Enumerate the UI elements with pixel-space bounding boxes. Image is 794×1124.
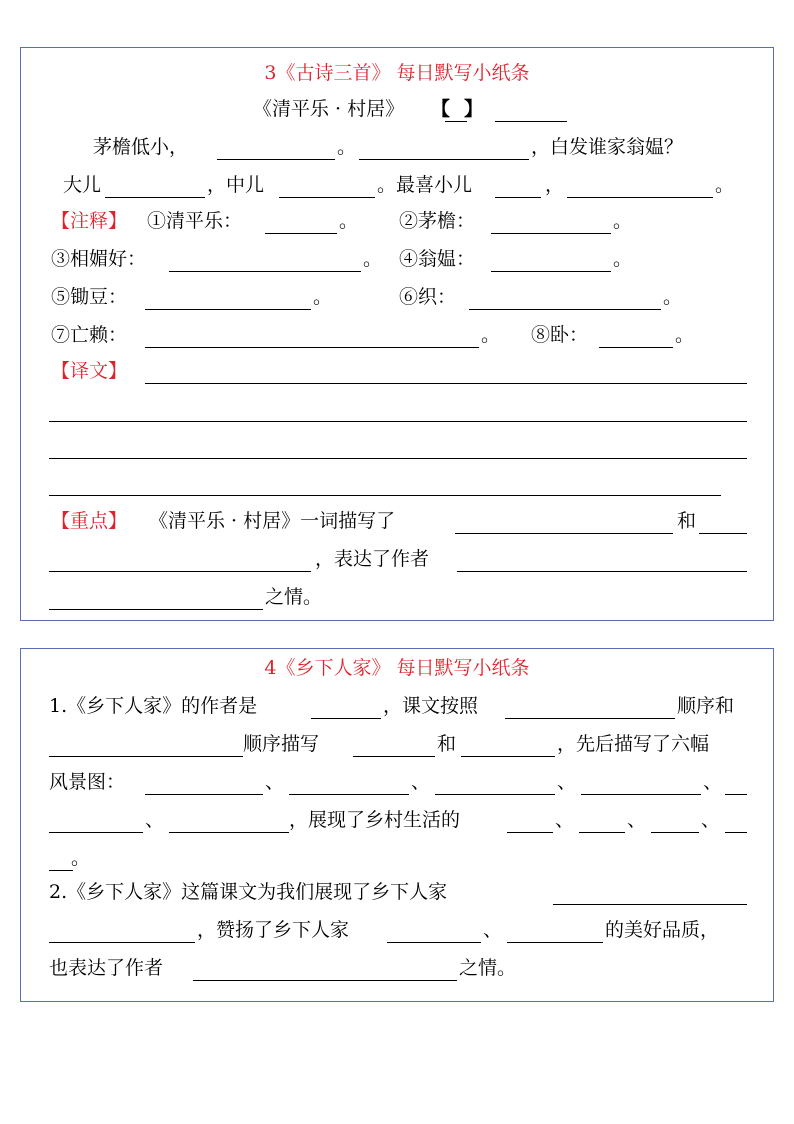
- poem-text: 。: [715, 174, 735, 196]
- question-text: 之情。: [459, 957, 517, 979]
- answer-blank[interactable]: [145, 794, 263, 795]
- question-text: 和: [437, 733, 457, 755]
- poem-title: 《清平乐 · 村居》: [253, 98, 405, 120]
- separator: 、: [701, 809, 721, 831]
- notes-row-3: [21, 282, 775, 312]
- note-term: ⑤锄豆：: [51, 286, 128, 308]
- note-blank[interactable]: [491, 233, 611, 234]
- key-blank[interactable]: [457, 571, 747, 572]
- question-text: 顺序描写: [243, 733, 320, 755]
- key-blank[interactable]: [49, 571, 311, 572]
- notes-row-2: [21, 244, 775, 274]
- separator: 、: [703, 771, 723, 793]
- question-text: ，展现了乡村生活的: [289, 809, 461, 831]
- answer-blank[interactable]: [169, 832, 289, 833]
- answer-blank[interactable]: [311, 718, 381, 719]
- translation-line[interactable]: [49, 458, 747, 459]
- notes-row-1: [21, 206, 775, 236]
- answer-blank[interactable]: [49, 870, 73, 871]
- bracket-open: 【: [431, 98, 451, 120]
- worksheet-card-poems: [20, 47, 774, 621]
- poem-line-2: [21, 170, 775, 200]
- poem-blank[interactable]: [279, 197, 375, 198]
- question-text: 也表达了作者: [49, 957, 164, 979]
- answer-blank[interactable]: [461, 756, 555, 757]
- note-blank[interactable]: [169, 271, 361, 272]
- note-term: ①清平乐：: [147, 210, 243, 232]
- translation-blank[interactable]: [145, 383, 747, 384]
- separator: 、: [557, 771, 577, 793]
- q1-row-3: [21, 767, 775, 797]
- poem-title-row: [21, 94, 775, 124]
- poem-blank[interactable]: [105, 197, 205, 198]
- answer-blank[interactable]: [581, 794, 701, 795]
- note-end: 。: [613, 210, 633, 232]
- note-term: ⑦亡赖：: [51, 324, 128, 346]
- separator: 、: [411, 771, 431, 793]
- answer-blank[interactable]: [387, 942, 481, 943]
- dynasty-blank[interactable]: [495, 121, 567, 122]
- notes-label: 【注释】: [51, 210, 128, 232]
- poem-blank[interactable]: [495, 197, 541, 198]
- question-text: 2.《乡下人家》这篇课文为我们展现了乡下人家: [49, 881, 448, 903]
- answer-blank[interactable]: [49, 832, 143, 833]
- q1-row-5: [21, 843, 775, 873]
- note-end: 。: [481, 324, 501, 346]
- q2-row-3: [21, 953, 775, 983]
- poem-text: ，白发谁家翁媪？: [531, 136, 684, 158]
- key-row-1: [21, 506, 775, 536]
- question-text: ，赞扬了乡下人家: [197, 919, 350, 941]
- key-text: 之情。: [265, 586, 323, 608]
- note-term: ②茅檐：: [399, 210, 476, 232]
- key-text: 和: [677, 510, 697, 532]
- question-text: 的美好品质，: [605, 919, 720, 941]
- answer-blank[interactable]: [49, 942, 195, 943]
- poem-text: ，: [545, 174, 565, 196]
- key-blank[interactable]: [455, 533, 673, 534]
- translation-line[interactable]: [49, 421, 747, 422]
- key-label: 【重点】: [51, 510, 128, 532]
- answer-blank[interactable]: [725, 794, 747, 795]
- answer-blank[interactable]: [553, 904, 747, 905]
- note-blank[interactable]: [265, 233, 337, 234]
- key-row-2: [21, 544, 775, 574]
- key-row-3: [21, 582, 775, 612]
- separator: 、: [555, 809, 575, 831]
- poem-blank[interactable]: [567, 197, 713, 198]
- key-text: 《清平乐 · 村居》一词描写了: [149, 510, 396, 532]
- answer-blank[interactable]: [725, 832, 747, 833]
- answer-blank[interactable]: [435, 794, 555, 795]
- worksheet-card-village: [20, 648, 774, 1002]
- note-blank[interactable]: [145, 347, 479, 348]
- question-text: 风景图：: [49, 771, 126, 793]
- answer-blank[interactable]: [651, 832, 699, 833]
- separator: 、: [145, 809, 165, 831]
- q1-row-2: [21, 729, 775, 759]
- translation-row: [21, 356, 775, 386]
- key-blank[interactable]: [699, 533, 747, 534]
- note-end: 。: [313, 286, 333, 308]
- poem-blank[interactable]: [359, 159, 529, 160]
- note-end: 。: [663, 286, 683, 308]
- note-term: ③相媚好：: [51, 248, 147, 270]
- answer-blank[interactable]: [193, 980, 457, 981]
- answer-blank[interactable]: [507, 942, 603, 943]
- question-text: 。: [71, 847, 91, 869]
- separator: 、: [265, 771, 285, 793]
- note-end: 。: [675, 324, 695, 346]
- answer-blank[interactable]: [289, 794, 409, 795]
- note-blank[interactable]: [469, 309, 661, 310]
- translation-label: 【译文】: [51, 360, 128, 382]
- note-blank[interactable]: [599, 347, 673, 348]
- note-end: 。: [339, 210, 359, 232]
- note-end: 。: [363, 248, 383, 270]
- q2-row-2: [21, 915, 775, 945]
- separator: 、: [627, 809, 647, 831]
- poem-text: 茅檐低小，: [93, 136, 189, 158]
- bracket-close: 】: [464, 98, 484, 120]
- key-blank[interactable]: [49, 609, 263, 610]
- question-text: ，课文按照: [383, 695, 479, 717]
- note-term: ⑧卧：: [531, 324, 589, 346]
- note-term: ④翁媪：: [399, 248, 476, 270]
- poem-line-1: [21, 132, 775, 162]
- note-blank[interactable]: [145, 309, 311, 310]
- note-term: ⑥织：: [399, 286, 457, 308]
- answer-blank[interactable]: [353, 756, 435, 757]
- note-blank[interactable]: [491, 271, 611, 272]
- poem-text: ，中儿: [207, 174, 265, 196]
- poem-text: 。: [337, 136, 357, 158]
- poem-text: 大儿: [63, 174, 102, 196]
- card-title: 3《古诗三首》 每日默写小纸条: [264, 62, 530, 84]
- question-text: ，先后描写了六幅: [557, 733, 710, 755]
- question-text: 顺序和: [677, 695, 735, 717]
- separator: 、: [483, 919, 503, 941]
- poem-text: 。最喜小儿: [377, 174, 473, 196]
- q1-row-1: [21, 691, 775, 721]
- card-title: 4《乡下人家》 每日默写小纸条: [264, 657, 530, 679]
- answer-blank[interactable]: [579, 832, 625, 833]
- note-end: 。: [613, 248, 633, 270]
- notes-row-4: [21, 320, 775, 350]
- answer-blank[interactable]: [507, 832, 553, 833]
- answer-blank[interactable]: [49, 756, 243, 757]
- question-text: 1.《乡下人家》的作者是: [49, 695, 258, 717]
- translation-line[interactable]: [49, 495, 721, 496]
- answer-blank[interactable]: [505, 718, 675, 719]
- key-text: ，表达了作者: [315, 548, 430, 570]
- q2-row-1: [21, 877, 775, 907]
- poem-blank[interactable]: [217, 159, 335, 160]
- q1-row-4: [21, 805, 775, 835]
